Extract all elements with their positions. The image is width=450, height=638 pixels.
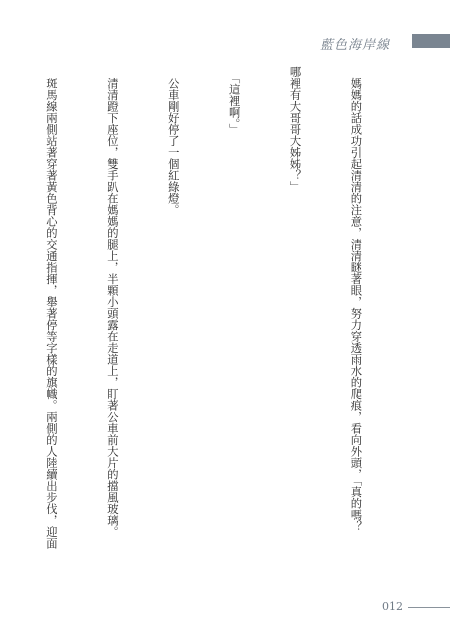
text-column: 斑馬線兩側站著穿著黃色背心的交通指揮，舉著停等字樣的旗幟。兩側的人陸續出步伐，迎面 (44, 66, 58, 549)
page-number: 012 (382, 600, 403, 613)
footer-rule (408, 607, 450, 608)
header-accent-bar (412, 34, 450, 48)
text-column: 清清蹬下座位，雙手趴在媽媽的腿上，半顆小頭露在走道上，盯著公車前大片的擋風玻璃。 (105, 66, 119, 538)
running-header-title: 藍色海岸線 (320, 38, 391, 53)
text-column: 哪裡有大哥哥大姊姊？」 (288, 66, 302, 193)
text-column: 媽媽的話成功引起清清的注意，清清瞇著眼，努力穿透雨水的爬痕，看向外頭，「真的嗎？ (349, 66, 363, 532)
text-column: 公車剛好停了一個紅綠燈。 (166, 66, 180, 216)
vertical-text-body (44, 66, 406, 586)
text-column: 「這裡啊。」 (227, 66, 241, 136)
